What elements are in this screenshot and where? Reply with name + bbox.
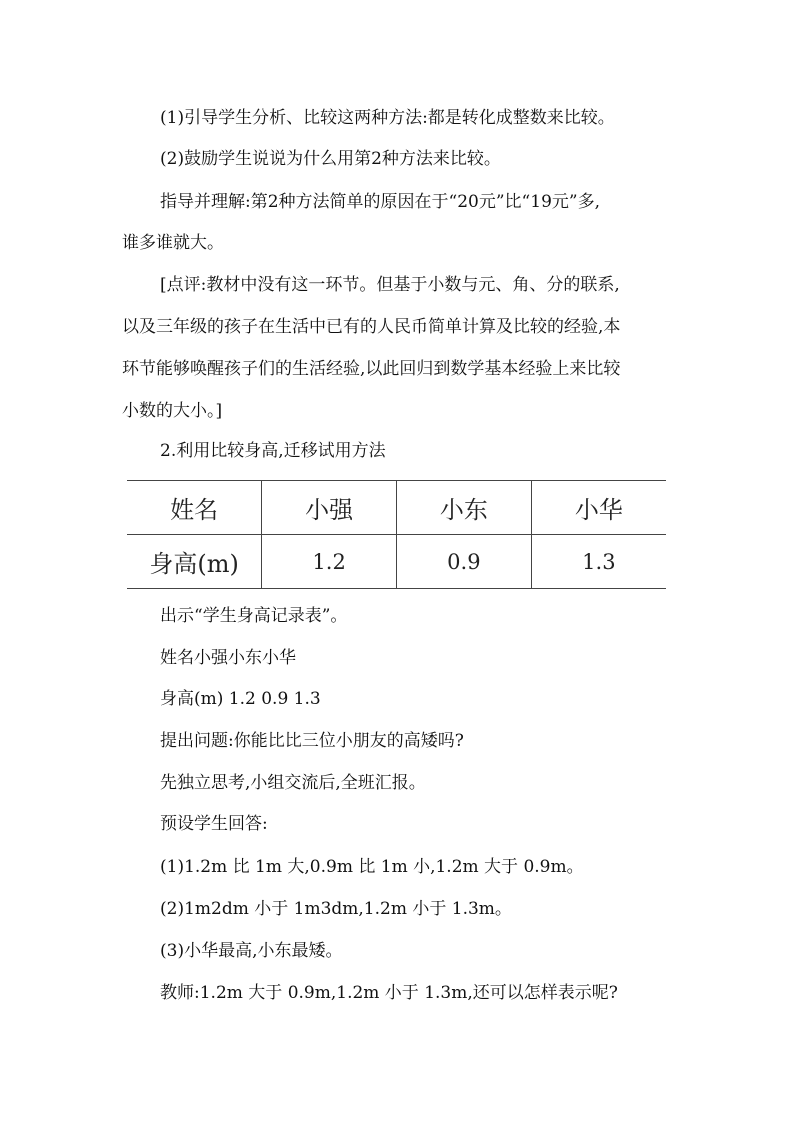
height-record-table [127,480,666,589]
after-line-4: 提出问题:你能比比三位小朋友的高矮吗? [160,731,464,751]
after-line-6: 预设学生回答: [160,814,268,834]
table-cell-height-xiaodong: 0.9 [397,535,532,589]
after-line-3: 身高(m) 1.2 0.9 1.3 [160,689,321,709]
table-cell-xiaoqiang: 小强 [262,481,397,535]
comment-line-2: 以及三年级的孩子在生活中已有的人民币简单计算及比较的经验,本 [122,317,621,337]
paragraph-3-line-2: 谁多谁就大。 [122,233,224,253]
table-cell-xiaodong: 小东 [397,481,532,535]
table-cell-xiaohua: 小华 [531,481,666,535]
paragraph-1: (1)引导学生分析、比较这两种方法:都是转化成整数来比较。 [160,108,615,128]
table-cell-name-header: 姓名 [127,481,262,535]
comment-line-1: [点评:教材中没有这一环节。但基于小数与元、角、分的联系, [160,275,620,295]
section-2-heading: 2.利用比较身高,迁移试用方法 [160,441,386,461]
table-cell-height-header: 身高(m) [127,535,262,589]
after-line-10: 教师:1.2m 大于 0.9m,1.2m 小于 1.3m,还可以怎样表示呢? [160,983,618,1003]
after-line-7: (1)1.2m 比 1m 大,0.9m 比 1m 小,1.2m 大于 0.9m。 [160,857,584,877]
after-line-5: 先独立思考,小组交流后,全班汇报。 [160,773,426,793]
after-line-8: (2)1m2dm 小于 1m3dm,1.2m 小于 1.3m。 [160,899,512,919]
table-cell-height-xiaohua: 1.3 [531,535,666,589]
after-line-2: 姓名小强小东小华 [160,648,296,668]
paragraph-2: (2)鼓励学生说说为什么用第2种方法来比较。 [160,149,501,169]
after-line-9: (3)小华最高,小东最矮。 [160,941,343,961]
table-row [127,535,666,589]
table-header-row [127,481,666,535]
table-cell-height-xiaoqiang: 1.2 [262,535,397,589]
after-line-1: 出示“学生身高记录表”。 [160,606,348,626]
comment-line-3: 环节能够唤醒孩子们的生活经验,以此回归到数学基本经验上来比较 [122,359,621,379]
comment-line-4: 小数的大小。] [122,401,223,421]
paragraph-3-line-1: 指导并理解:第2种方法简单的原因在于“20元”比“19元”多, [160,192,600,212]
